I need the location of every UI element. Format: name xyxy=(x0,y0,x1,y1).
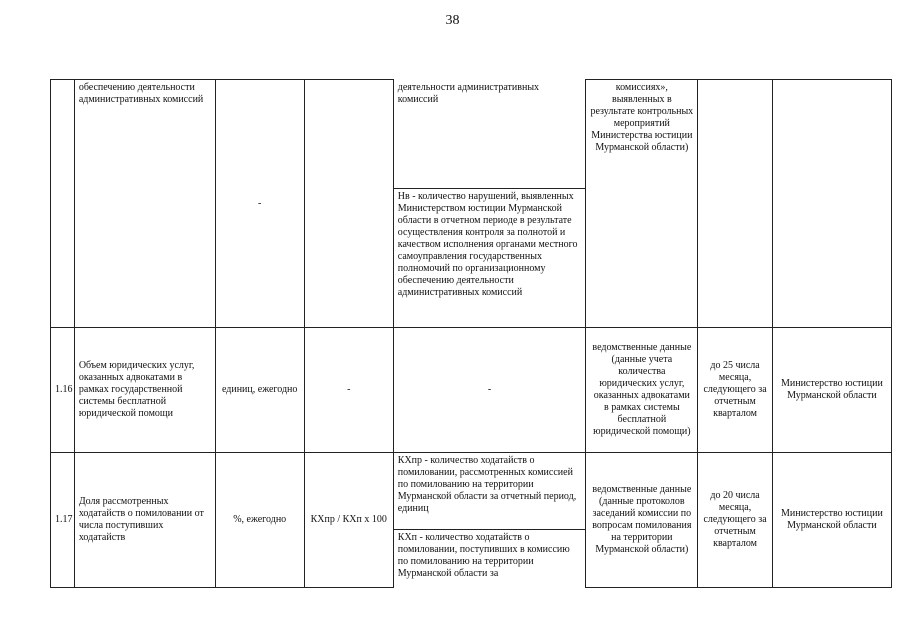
indicator-name: Доля рассмотренных ходатайств о помиловании от числа поступивших ходатайств xyxy=(74,453,215,588)
definition-text: КХпр - количество ходатайств о помиловании, рассмотренных комиссией по помилованию на территории Мурманской области за отчетный период, единиц xyxy=(397,455,577,514)
definitions-cell xyxy=(393,453,586,588)
indicator-name: Объем юридических услуг, оказанных адвокатами в рамках государственной системы бесплатной юридической помощи xyxy=(74,328,215,453)
table-row xyxy=(51,80,892,328)
definition-text: Нв - количество нарушений, выявленных Министерством юстиции Мурманской области в отчетном периоде в результате осуществления контроля за полнотой и качеством исполнения органами местного самоуправления государственных полномочий по организационному обеспечению деятельности административных комиссий xyxy=(394,188,586,301)
unit-cell: единиц, ежегодно xyxy=(215,328,304,453)
responsible-cell xyxy=(772,80,891,328)
deadline-cell: до 25 числа месяца, следующего за отчетным кварталом xyxy=(698,328,773,453)
formula-cell xyxy=(304,80,393,328)
formula-cell: - xyxy=(304,328,393,453)
responsible-cell: Министерство юстиции Мурманской области xyxy=(772,328,891,453)
formula-cell: КХпр / КХп х 100 xyxy=(304,453,393,588)
source-cell: ведомственные данные (данные учета количества юридических услуг, оказанных адвокатами в рамках системы бесплатной юридической помощи) xyxy=(586,328,698,453)
deadline-cell xyxy=(698,80,773,328)
source-cell: ведомственные данные (данные протоколов заседаний комиссии по вопросам помилования на территории Мурманской области) xyxy=(586,453,698,588)
table-row xyxy=(51,328,892,453)
definition-text: КХп - количество ходатайств о помиловании, поступивших в комиссию по помилованию на территории Мурманской области за xyxy=(394,529,586,582)
row-number: 1.17 xyxy=(51,453,75,588)
deadline-cell: до 20 числа месяца, следующего за отчетным кварталом xyxy=(698,453,773,588)
indicators-table xyxy=(50,79,892,588)
responsible-cell: Министерство юстиции Мурманской области xyxy=(772,453,891,588)
indicator-name: обеспечению деятельности административных комиссий xyxy=(74,80,215,328)
definition-text: деятельности административных комиссий xyxy=(397,81,540,105)
page-number: 38 xyxy=(445,13,460,28)
definition-text: - xyxy=(393,328,586,453)
table-row xyxy=(51,453,892,588)
unit-cell: %, ежегодно xyxy=(215,453,304,588)
row-number: 1.16 xyxy=(51,328,75,453)
unit-cell: - xyxy=(215,80,304,328)
source-cell: комиссиях», выявленных в результате контрольных мероприятий Министерства юстиции Мурманской области) xyxy=(586,80,698,328)
definitions-cell xyxy=(393,80,586,328)
row-number xyxy=(51,80,75,328)
